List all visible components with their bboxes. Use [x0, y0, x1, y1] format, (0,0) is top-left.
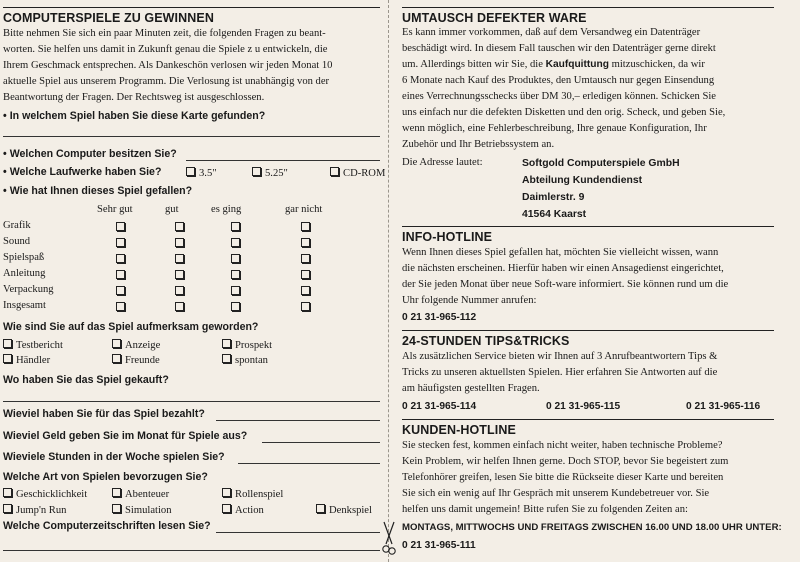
checkbox[interactable]: [3, 354, 12, 363]
genre-option[interactable]: Geschicklichkeit: [3, 488, 87, 500]
question-attention: Wie sind Sie auf das Spiel aufmerksam geworden?: [3, 321, 259, 333]
rating-col-gar-nicht: gar nicht: [285, 204, 323, 215]
checkbox[interactable]: [175, 254, 184, 263]
address-line: Abteilung Kundendienst: [522, 175, 643, 186]
genre-option[interactable]: Jump'n Run: [3, 504, 66, 516]
checkbox[interactable]: [175, 302, 184, 311]
tips-phone: 0 21 31-965-115: [546, 401, 621, 412]
checkbox[interactable]: [175, 270, 184, 279]
rating-col-gut: gut: [165, 204, 179, 215]
customer-hotline-text: [402, 438, 800, 518]
checkbox[interactable]: [3, 504, 12, 513]
checkbox[interactable]: [112, 488, 121, 497]
info-column: [398, 0, 800, 562]
rating-col-sehr-gut: Sehr gut: [97, 204, 133, 215]
checkbox[interactable]: [116, 270, 125, 279]
tips-line: am häufigsten gestellten Fragen.: [402, 383, 540, 394]
tips-line: Tricks zu unseren aktuellsten Spielen. Hier erfahren Sie Antworten auf die: [402, 367, 718, 378]
question-genres: Welche Art von Spielen bevorzugen Sie?: [3, 471, 208, 483]
customer-hotline-phone: 0 21 31-965-111: [402, 540, 476, 551]
question-hours: Wieviele Stunden in der Woche spielen Sie?: [3, 451, 225, 463]
attention-option[interactable]: Freunde: [112, 354, 160, 366]
genre-option[interactable]: Abenteuer: [112, 488, 169, 500]
info-line: Wenn Ihnen dieses Spiel gefallen hat, möchten Sie vielleicht wissen, wann: [402, 247, 719, 258]
answer-line-magazines[interactable]: [216, 532, 380, 533]
genre-option[interactable]: Action: [222, 504, 264, 516]
checkbox[interactable]: [231, 286, 240, 295]
checkbox[interactable]: [301, 238, 310, 247]
exchange-text: [402, 25, 800, 153]
address-label: Die Adresse lautet:: [402, 157, 483, 168]
checkbox[interactable]: [175, 222, 184, 231]
answer-line-found[interactable]: [3, 136, 380, 137]
drive-option-35[interactable]: 3.5": [186, 167, 217, 179]
scissors-icon: [382, 520, 396, 560]
info-hotline-phone: 0 21 31-965-112: [402, 312, 477, 323]
address-line: 41564 Kaarst: [522, 209, 587, 220]
rating-row-label: Verpackung: [3, 284, 54, 295]
checkbox[interactable]: [222, 504, 231, 513]
question-bought: Wo haben Sie das Spiel gekauft?: [3, 374, 169, 386]
checkbox[interactable]: [301, 286, 310, 295]
rating-row: [3, 266, 383, 282]
checkbox[interactable]: [252, 167, 261, 176]
question-drives: • Welche Laufwerke haben Sie?: [3, 166, 162, 178]
address-line: Daimlerstr. 9: [522, 192, 585, 203]
info-line: der Sie jeden Monat über neue Soft-ware informiert. Sie können rund um die: [402, 279, 729, 290]
checkbox[interactable]: [231, 254, 240, 263]
rating-row-label: Spielspaß: [3, 252, 45, 263]
contest-line: Beantwortung der Fragen. Der Rechtsweg ist ausgeschlossen.: [3, 92, 265, 103]
contest-line: aktuelle Spiel aus unserem Programm. Die Verlosung ist unabhängig von der: [3, 76, 330, 87]
exchange-line: Es kann immer vorkommen, daß auf dem Versandweg ein Datenträger: [402, 27, 701, 38]
rating-col-es-ging: es ging: [211, 204, 242, 215]
customer-hotline-heading: KUNDEN-HOTLINE: [402, 419, 774, 439]
checkbox[interactable]: [222, 354, 231, 363]
checkbox[interactable]: [112, 339, 121, 348]
survey-column: [0, 0, 386, 562]
rating-row: [3, 218, 383, 234]
checkbox[interactable]: [175, 238, 184, 247]
answer-line-computer[interactable]: [186, 160, 380, 161]
customer-line: Kein Problem, wir helfen Ihnen gerne. Doch STOP, bevor Sie begeistert zum: [402, 456, 729, 467]
info-line: die nächsten erscheinen. Hierfür haben wir einen Ansagedienst eingerichtet,: [402, 263, 724, 274]
checkbox[interactable]: [301, 222, 310, 231]
answer-line-money[interactable]: [262, 442, 380, 443]
rating-row: [3, 250, 383, 266]
rating-row: [3, 234, 383, 250]
checkbox[interactable]: [316, 504, 325, 513]
attention-option[interactable]: spontan: [222, 354, 268, 366]
attention-option[interactable]: Testbericht: [3, 339, 63, 351]
attention-option[interactable]: Anzeige: [112, 339, 160, 351]
question-computer: • Welchen Computer besitzen Sie?: [3, 148, 177, 160]
exchange-heading: UMTAUSCH DEFEKTER WARE: [402, 7, 774, 27]
question-found: • In welchem Spiel haben Sie diese Karte gefunden?: [3, 110, 266, 122]
question-money: Wieviel Geld geben Sie im Monat für Spiele aus?: [3, 430, 248, 442]
genre-option[interactable]: Simulation: [112, 504, 172, 516]
rating-row-label: Anleitung: [3, 268, 46, 279]
contest-text: [3, 26, 383, 106]
exchange-line: um. Allerdings bitten wir Sie, die Kaufquittung mitzuschicken, da wir: [402, 59, 705, 70]
genre-option[interactable]: Rollenspiel: [222, 488, 283, 500]
genre-option[interactable]: Denkspiel: [316, 504, 372, 516]
attention-option[interactable]: Prospekt: [222, 339, 272, 351]
address-line: Softgold Computerspiele GmbH: [522, 158, 680, 169]
answer-line-bought[interactable]: [3, 401, 380, 402]
question-paid: Wieviel haben Sie für das Spiel bezahlt?: [3, 408, 205, 420]
rating-row: [3, 282, 383, 298]
info-hotline-heading: INFO-HOTLINE: [402, 226, 774, 246]
tips-phone: 0 21 31-965-116: [686, 401, 761, 412]
checkbox[interactable]: [222, 488, 231, 497]
rating-row-label: Insgesamt: [3, 300, 46, 311]
checkbox[interactable]: [3, 339, 12, 348]
rating-row-label: Grafik: [3, 220, 31, 231]
customer-line: Sie stecken fest, kommen einfach nicht weiter, haben technische Probleme?: [402, 440, 723, 451]
checkbox[interactable]: [175, 286, 184, 295]
checkbox[interactable]: [112, 354, 121, 363]
exchange-line: uns einfach nur die defekten Disketten und den orig. Scheck, und geben Sie,: [402, 107, 726, 118]
checkbox[interactable]: [112, 504, 121, 513]
exchange-line: wenn möglich, eine Fehlerbeschreibung, Ihre genaue Konfiguration, Ihr: [402, 123, 707, 134]
checkbox[interactable]: [231, 222, 240, 231]
checkbox[interactable]: [116, 254, 125, 263]
tips-text: [402, 349, 800, 397]
question-liked: • Wie hat Ihnen dieses Spiel gefallen?: [3, 185, 193, 197]
checkbox[interactable]: [116, 238, 125, 247]
rating-row-label: Sound: [3, 236, 31, 247]
checkbox[interactable]: [301, 254, 310, 263]
customer-hotline-hours: MONTAGS, MITTWOCHS UND FREITAGS ZWISCHEN 16.00 UND 18.00 UHR UNTER:: [402, 522, 782, 533]
exchange-line: beschädigt wird. In diesem Fall tauschen wir den Datenträger gerne direkt: [402, 43, 716, 54]
exchange-line: eines Verrechnungsschecks über DM 30,– erledigen können. Schicken Sie: [402, 91, 716, 102]
attention-option[interactable]: Händler: [3, 354, 50, 366]
info-line: Uhr folgende Nummer anrufen:: [402, 295, 537, 306]
checkbox[interactable]: [3, 488, 12, 497]
tips-heading: 24-STUNDEN TIPS&TRICKS: [402, 330, 774, 350]
info-hotline-text: [402, 245, 800, 309]
checkbox[interactable]: [116, 286, 125, 295]
checkbox[interactable]: [330, 167, 339, 176]
rating-row: [3, 298, 383, 314]
tips-phone: 0 21 31-965-114: [402, 401, 477, 412]
checkbox[interactable]: [231, 238, 240, 247]
drive-option-cdrom[interactable]: CD-ROM: [330, 167, 385, 179]
checkbox[interactable]: [186, 167, 195, 176]
checkbox[interactable]: [116, 302, 125, 311]
checkbox[interactable]: [231, 270, 240, 279]
checkbox[interactable]: [301, 302, 310, 311]
exchange-line: Zubehör und Ihr Betriebssystem an.: [402, 139, 555, 150]
answer-line-paid[interactable]: [216, 420, 380, 421]
checkbox[interactable]: [222, 339, 231, 348]
exchange-line: 6 Monate nach Kauf des Produktes, den Umtausch nur gegen Einsendung: [402, 75, 715, 86]
contest-heading: COMPUTERSPIELE ZU GEWINNEN: [3, 7, 380, 27]
customer-line: Sie sich ein wenig auf Ihr Gespräch mit unserem Kundebetreuer vor. Sie: [402, 488, 710, 499]
checkbox[interactable]: [116, 222, 125, 231]
answer-line-magazines-2[interactable]: [3, 550, 380, 551]
contest-line: Ihrem Geschmack entsprechen. Als Dankeschön verlosen wir jeden Monat 10: [3, 60, 333, 71]
tips-line: Als zusätzlichen Service bieten wir Ihnen auf 3 Anrufbeantwortern Tips &: [402, 351, 718, 362]
answer-line-hours[interactable]: [238, 463, 380, 464]
cut-line: [388, 0, 389, 562]
contest-line: Bitte nehmen Sie sich ein paar Minuten zeit, die folgenden Fragen zu beant-: [3, 28, 326, 39]
checkbox[interactable]: [231, 302, 240, 311]
checkbox[interactable]: [301, 270, 310, 279]
question-magazines: Welche Computerzeitschriften lesen Sie?: [3, 520, 211, 532]
contest-line: worten. Sie helfen uns damit in Zukunft genau die Spiele z u entwickeln, die: [3, 44, 328, 55]
drive-option-525[interactable]: 5.25": [252, 167, 288, 179]
customer-line: helfen uns damit ungemein! Bitte rufen Sie zu folgenden Zeiten an:: [402, 504, 688, 515]
customer-line: Telefonhörer greifen, lesen Sie bitte die Rückseite dieser Karte und bereiten: [402, 472, 724, 483]
